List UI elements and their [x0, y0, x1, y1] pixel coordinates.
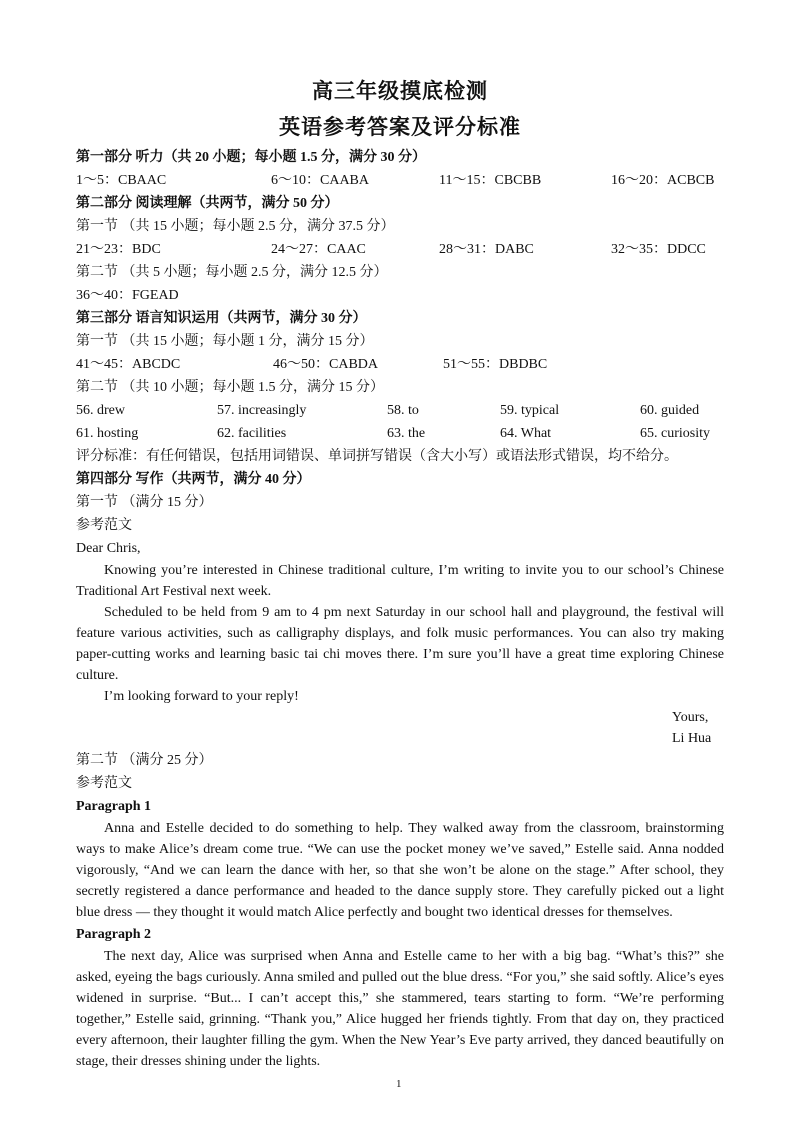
- answer-group: 6～10：CAABA: [271, 173, 370, 188]
- part2-section1-answers: [76, 238, 724, 261]
- part2-heading: 第二部分 阅读理解（共两节，满分 50 分）: [76, 196, 339, 211]
- part3-section1: 第一节 （共 15 小题；每小题 1 分，满分 15 分）: [76, 334, 374, 349]
- cloze-answer: 60. guided: [640, 403, 700, 418]
- answer-sheet: [76, 76, 724, 1072]
- answer-group: 1～5：CBAAC: [76, 173, 167, 188]
- answer-group: 51～55：DBDBC: [443, 357, 548, 372]
- part4-section2: 第二节 （满分 25 分）: [76, 753, 213, 768]
- part2-section2-answers: 36～40：FGEAD: [76, 288, 179, 303]
- letter-paragraph: Knowing you’re interested in Chinese traditional culture, I’m writing to invite you to our school’s Chinese Traditional Art Festival next week.: [76, 563, 724, 599]
- page-number: 1: [396, 1078, 402, 1090]
- cloze-answer: 65. curiosity: [640, 426, 710, 441]
- letter-signature: [76, 728, 724, 749]
- exam-title: 高三年级摸底检测: [312, 79, 488, 103]
- answer-group: 24～27：CAAC: [271, 242, 366, 257]
- part1-heading: 第一部分 听力（共 20 小题；每小题 1.5 分，满分 30 分）: [76, 150, 426, 165]
- signature-text: Li Hua: [672, 731, 712, 746]
- cloze-answer: 61. hosting: [76, 426, 139, 441]
- part2-section1: 第一节 （共 15 小题；每小题 2.5 分，满分 37.5 分）: [76, 219, 395, 234]
- cloze-answer: 59. typical: [500, 403, 560, 418]
- letter-paragraph: Scheduled to be held from 9 am to 4 pm next Saturday in our school hall and playground, the festival will feature various activities, such as calligraphy displays, and folk music performances. You can also try making paper-cutting works and learning basic tai chi moves there. I’m sure you’ll have a great time exploring Chinese culture.: [76, 605, 724, 683]
- cloze-answer: 64. What: [500, 426, 552, 441]
- letter-paragraph: I’m looking forward to your reply!: [104, 689, 299, 704]
- part3-section2: 第二节 （共 10 小题；每小题 1.5 分，满分 15 分）: [76, 380, 384, 395]
- document-title: 英语参考答案及评分标准: [279, 115, 521, 139]
- cloze-answer: 62. facilities: [217, 426, 287, 441]
- letter-greeting: Dear Chris,: [76, 541, 141, 556]
- letter-closing: [76, 707, 724, 728]
- part2-section2: 第二节 （共 5 小题；每小题 2.5 分，满分 12.5 分）: [76, 265, 388, 280]
- cloze-answer: 56. drew: [76, 403, 125, 418]
- part4-section1: 第一节 （满分 15 分）: [76, 495, 213, 510]
- paragraph2-text: The next day, Alice was surprised when Anna and Estelle came to her with a big bag. “What’s this?” she asked, eyeing the bags curiously. Anna smiled and pulled out the blue dress. “For you,” she said softly. Alice’s eyes widened in surprise. “But... I can’t accept this,” she stammered, tears starting to form. “We’re performing together,” Estelle said, grinning. “Thank you,” Alice hugged her friends tightly. From that day on, they practiced every afternoon, their laughter filling the gym. When the New Year’s Eve party arrived, they danced beautifully on stage, their dresses shining under the lights.: [76, 949, 724, 1069]
- paragraph1-text: Anna and Estelle decided to do something to help. They walked away from the classroom, brainstorming ways to make Alice’s dream come true. “We can use the pocket money we’ve saved,” Estelle said. Anna nodded vigorously, “And we can learn the dance with her, so that she won’t be alone on the stage.” After school, they secretly registered a dance performance and headed to the dance supply store. They carefully picked out a light blue dress — they thought it would match Alice perfectly and bought two identical dresses for themselves.: [76, 821, 724, 920]
- answer-group: 21～23：BDC: [76, 242, 161, 257]
- part3-heading: 第三部分 语言知识运用（共两节，满分 30 分）: [76, 311, 367, 326]
- part4-heading: 第四部分 写作（共两节，满分 40 分）: [76, 472, 311, 487]
- answer-group: 41～45：ABCDC: [76, 357, 181, 372]
- cloze-answers-row1: [76, 399, 724, 422]
- scoring-criteria: 评分标准：有任何错误，包括用词错误、单词拼写错误（含大小写）或语法形式错误，均不给分。: [76, 449, 678, 464]
- paragraph1-title: Paragraph 1: [76, 799, 152, 814]
- sample-label: 参考范文: [76, 518, 132, 533]
- answer-group: 28～31：DABC: [439, 242, 534, 257]
- sample-label: 参考范文: [76, 776, 132, 791]
- paragraph2-title: Paragraph 2: [76, 927, 152, 942]
- cloze-answer: 63. the: [387, 426, 426, 441]
- answer-group: 16～20：ACBCB: [611, 173, 715, 188]
- answer-group: 11～15：CBCBB: [439, 173, 542, 188]
- answer-group: 46～50：CABDA: [273, 357, 379, 372]
- answer-group: 32～35：DDCC: [611, 242, 706, 257]
- closing-text: Yours,: [672, 710, 709, 725]
- cloze-answer: 57. increasingly: [217, 403, 307, 418]
- part3-section1-answers: [76, 353, 724, 376]
- cloze-answers-row2: [76, 422, 724, 445]
- cloze-answer: 58. to: [387, 403, 419, 418]
- part1-answers: [76, 169, 724, 192]
